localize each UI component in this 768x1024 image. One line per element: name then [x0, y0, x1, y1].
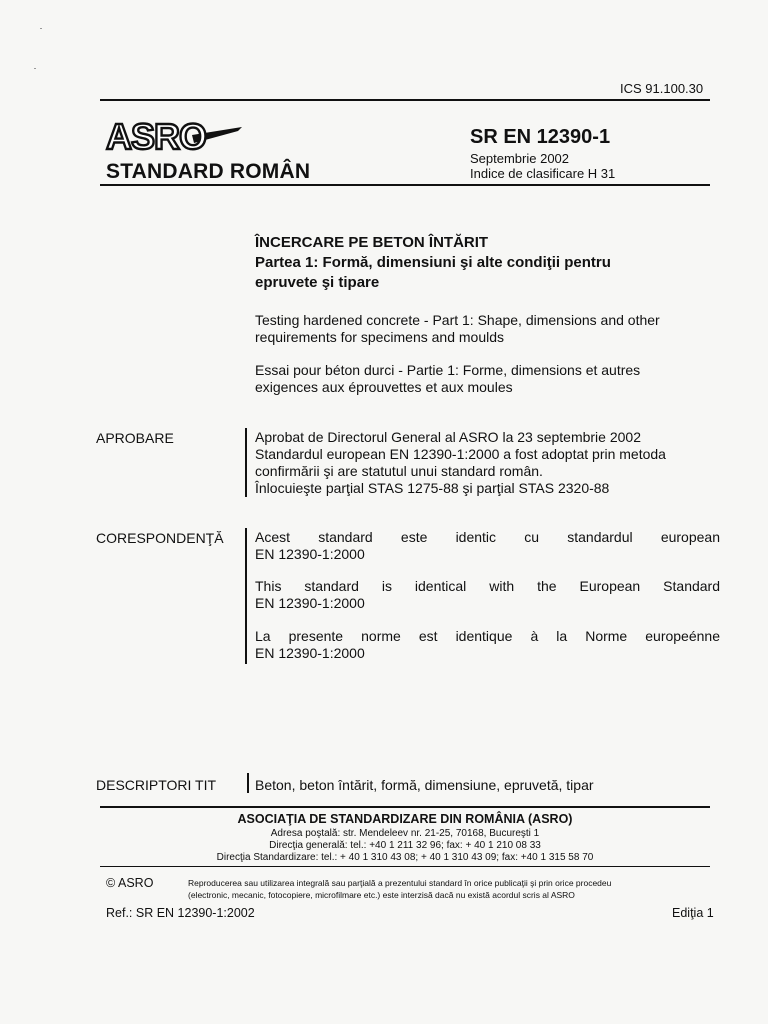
- footer-organization: ASOCIAŢIA DE STANDARDIZARE DIN ROMÂNIA (ASRO): [237, 812, 573, 826]
- corespondenta-fr-line-2: EN 12390-1:2000: [255, 645, 365, 661]
- corespondenta-en-line-2: EN 12390-1:2000: [255, 595, 365, 611]
- scan-speck: [34, 68, 36, 69]
- aprobare-bar: [245, 428, 247, 497]
- header-bottom-rule: [100, 184, 710, 186]
- footer-directia-generala: Direcţia generală: tel.: +40 1 211 32 96; fax: + 40 1 210 08 33: [269, 840, 541, 851]
- english-title-line-2: requirements for specimens and moulds: [255, 329, 505, 345]
- aprobare-label: APROBARE: [96, 430, 174, 446]
- english-title: [255, 312, 720, 346]
- corespondenta-ro-line-1: Acest standard este identic cu standardul european: [255, 529, 720, 545]
- french-title-line-2: exigences aux éprouvettes et aux moules: [255, 379, 513, 395]
- scan-speck: [40, 28, 42, 29]
- aprobare-text: [255, 429, 720, 497]
- corespondenta-bar: [245, 528, 247, 664]
- corespondenta-en-line-1: This standard is identical with the European Standard: [255, 578, 720, 594]
- corespondenta-ro-line-2: EN 12390-1:2000: [255, 546, 365, 562]
- descriptori-label: DESCRIPTORI TIT: [96, 777, 217, 793]
- corespondenta-label: CORESPONDENŢĂ: [96, 530, 224, 546]
- standard-code: SR EN 12390-1: [470, 126, 611, 148]
- title-line-2: Partea 1: Formă, dimensiuni şi alte condiţii pentru: [255, 254, 611, 271]
- reproduction-notice: [188, 877, 708, 901]
- corespondenta-fr: [255, 628, 720, 662]
- french-title-line-1: Essai pour béton durci - Partie 1: Forme, dimensions et autres: [255, 362, 641, 378]
- aprobare-line-2: Standardul european EN 12390-1:2000 a fost adoptat prin metoda: [255, 446, 666, 462]
- reproduction-line-2: (electronic, mecanic, fotocopiere, microfilmare etc.) este interzisă dacă nu există acordul scris al ASRO: [188, 890, 575, 900]
- corespondenta-ro: [255, 529, 720, 563]
- standard-roman-label: STANDARD ROMÂN: [106, 160, 311, 183]
- english-title-line-1: Testing hardened concrete - Part 1: Shape, dimensions and other: [255, 312, 660, 328]
- classification-index: Indice de clasificare H 31: [470, 166, 616, 181]
- footer-directia-standardizare: Direcţia Standardizare: tel.: + 40 1 310 43 08; + 40 1 310 43 09; fax: +40 1 315 58 70: [216, 852, 594, 863]
- aprobare-line-3: confirmării şi are statutul unui standard român.: [255, 463, 543, 479]
- descriptori-text: Beton, beton întărit, formă, dimensiune, epruvetă, tipar: [255, 777, 594, 793]
- french-title: [255, 362, 720, 396]
- corespondenta-fr-line-1: La presente norme est identique à la Norme europeénne: [255, 628, 720, 644]
- title-line-1: ÎNCERCARE PE BETON ÎNTĂRIT: [255, 234, 489, 251]
- header-top-rule: [100, 99, 710, 101]
- document-title: [255, 233, 695, 293]
- copyright-notice: © ASRO: [106, 876, 154, 890]
- asro-logo: [104, 113, 244, 157]
- asro-logo-text: ASRO: [106, 116, 207, 157]
- edition-label: Ediţia 1: [672, 906, 714, 920]
- footer-top-rule: [100, 806, 710, 808]
- ics-code: ICS 91.100.30: [620, 81, 704, 96]
- standard-date: Septembrie 2002: [470, 151, 570, 166]
- descriptori-bar: [247, 773, 249, 793]
- footer-middle-rule: [100, 866, 710, 867]
- footer-address: Adresa poştală: str. Mendeleev nr. 21-25, 70168, Bucureşti 1: [270, 828, 540, 839]
- aprobare-line-1: Aprobat de Directorul General al ASRO la 23 septembrie 2002: [255, 429, 641, 445]
- reproduction-line-1: Reproducerea sau utilizarea integrală sau parţială a prezentului standard în orice publicaţii şi prin orice procedeu: [188, 878, 612, 888]
- aprobare-line-4: Înlocuieşte parţial STAS 1275-88 şi parţial STAS 2320-88: [255, 480, 610, 496]
- title-line-3: epruvete şi tipare: [255, 274, 380, 291]
- reference-code: Ref.: SR EN 12390-1:2002: [106, 906, 255, 920]
- corespondenta-en: [255, 578, 720, 612]
